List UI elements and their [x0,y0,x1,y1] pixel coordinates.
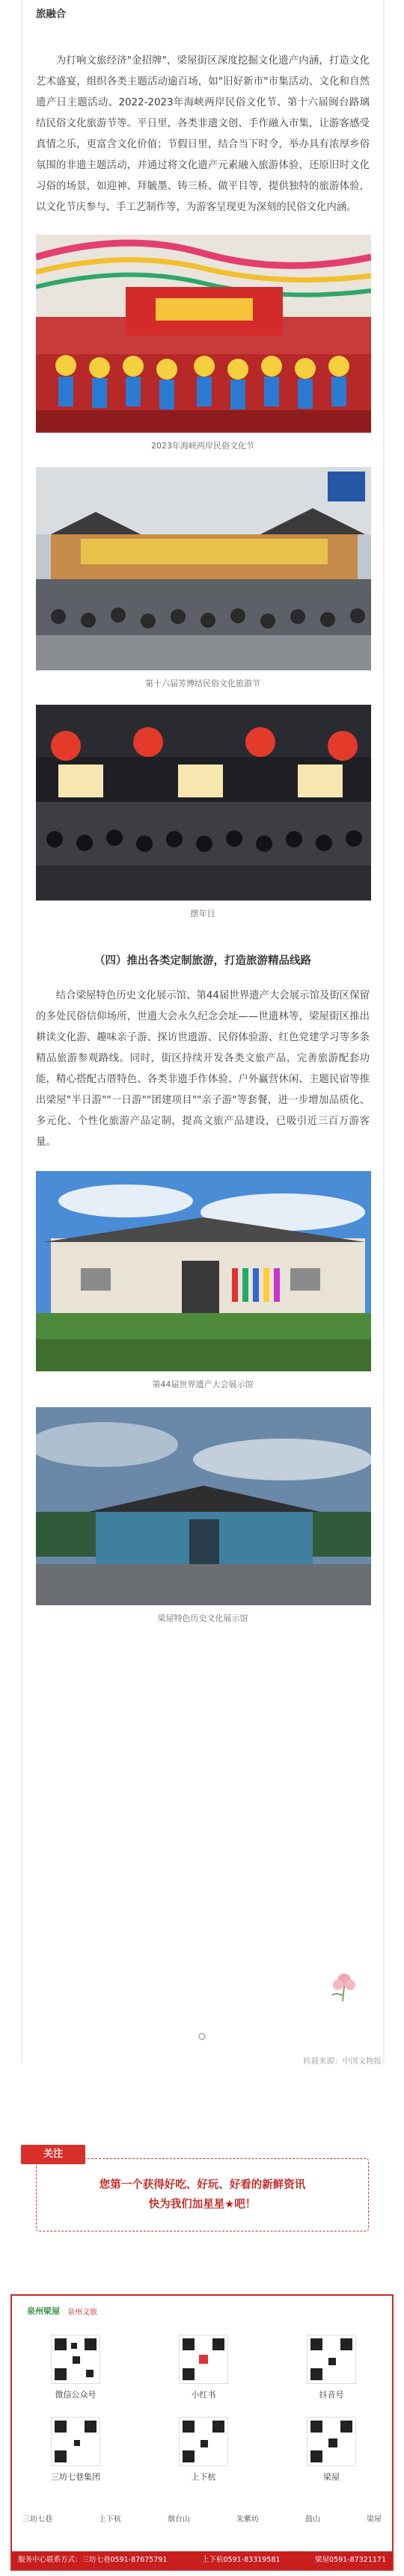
qr-label: 三坊七巷集团 [51,2472,100,2482]
photo-tourism-festival [36,467,371,670]
qr-pattern-icon [307,2418,355,2465]
brand-logo: 烟台山 [168,2515,190,2524]
qr-code-icon [179,2335,228,2384]
footer-contact-c: 梁屋0591-87321171 [315,2556,386,2564]
qr-xiaohongshu[interactable] [155,2335,252,2400]
brand-logo: 朱紫坊 [236,2515,259,2524]
qr-pattern-icon [52,2418,100,2465]
caption-night-event: 摆年目 [190,909,215,918]
brand-row [22,2512,382,2524]
qr-wechat[interactable] [27,2335,124,2400]
qr-code-icon [179,2417,228,2466]
paragraph-activities: 为打响文旅经济"金招牌"，梁屋街区深度挖掘文化遗产内涵，打造文化艺术盛宴，组织各类主题活动逾百场，如"旧好新市"市集活动、文化和自然遗产日主题活动、2022-2023年海峡两岸民俗文化节、第十六届闽台路璃结民俗文化旅游节等。平日里，各类非遗文创、手作融入市集，让游客感受真情之乐，更富含文化价值；节假日里，结合当下时令，举办具有浓厚乡俗氛围的非遗主题活动，并通过将文化遗产元素融入旅游体验，还原旧时文化习俗的场景，如迎神、拜毓墨、铸三桥、做平目等，提供独特的旅游体验，以文化节庆参与、手工艺制作等，为游客呈现更为深刻的民俗文化内涵。 [36,55,370,213]
culture-hall-illustration [36,1407,371,1605]
section-title-custom-tours: （四）推出各类定制旅游，打造旅游精品线路 [94,955,311,967]
footer-contact-a: 服务中心联系方式：三坊七巷0591-87675791 [18,2556,168,2564]
qr-pattern-icon [52,2335,100,2383]
card-footer [12,2551,392,2569]
footer-contact-b: 上下杭0591-83319581 [202,2556,281,2564]
paragraph-tour-routes: 结合梁屋特色历史文化展示馆、第44届世界遗产大会展示馆及街区保留的多处民俗信仰场所，世遗大会永久纪念会址——世遗林等，梁屋街区推出耕读文化游、趣味亲子游、探访世遗游、民俗体验游、红色党建学习等多条精品旅游参观路线。同时，街区持续开发各类文旅产品，完善旅游配套功能，精心搭配古厝特色、各类非遗手作体验、户外赢营休闲、主题民宿等推出梁屋"半日游""一日游""团建项目""亲子游"等套餐，进一步增加品质化、多元化、个性化旅游产品定制，提高文旅产品建设，已吸引近三百万游客量。 [36,990,370,1148]
logo-left: 泉州梁屋 [27,2306,60,2316]
heritage-hall-illustration [36,1171,371,1371]
follow-line-2: 快为我们加星星★吧！ [148,2199,257,2211]
logo-right: 泉州文旅 [67,2308,97,2317]
photo-folk-festival [36,235,371,433]
contact-card [10,2294,394,2571]
qr-label: 梁屋 [323,2472,340,2482]
qr-code-icon [51,2417,100,2466]
qr-code-icon [307,2335,356,2384]
qr-label: 抖音号 [319,2390,344,2400]
card-logos [27,2305,97,2317]
qr-shangxiahang[interactable] [155,2417,252,2483]
qr-pattern-icon [180,2418,227,2465]
qr-label: 上下杭 [191,2472,216,2482]
night-event-illustration [36,705,371,901]
festival-stage-illustration [36,235,371,433]
brand-logo: 上下杭 [99,2515,121,2524]
photo-night-event [36,705,371,901]
photo-history-culture-hall [36,1407,371,1605]
qr-douyin[interactable] [283,2335,380,2400]
qr-label: 微信公众号 [55,2390,97,2400]
brand-logo: 鼓山 [305,2515,320,2524]
follow-tag: 关注 [21,2145,85,2164]
qr-pattern-icon [307,2335,355,2383]
qr-liangcuo[interactable] [283,2417,380,2483]
qr-sanfang[interactable] [27,2417,124,2483]
repost-source: 转载来源：中国文物报 [303,2057,382,2066]
caption-folk-festival: 2023年海峡两岸民俗文化节 [151,441,254,451]
brand-logo: 三坊七巷 [22,2515,52,2524]
article-container [21,0,385,2063]
follow-line-1: 您第一个获得好吃、好玩、好看的新鲜资讯 [99,2179,306,2191]
caption-world-heritage-hall: 第44届世界遗产大会展示馆 [152,1380,254,1389]
flower-decoration-icon [322,1965,367,2003]
tourism-festival-illustration [36,467,371,670]
qr-pattern-icon [180,2335,227,2383]
loading-spinner-icon [198,2033,206,2040]
photo-world-heritage-hall [36,1171,371,1371]
qr-code-icon [307,2417,356,2466]
follow-box [36,2158,369,2231]
caption-tourism-festival: 第十六届芳博结民俗文化旅游节 [145,679,260,688]
qr-label: 小红书 [191,2390,216,2400]
article-body [22,4,383,1655]
brand-logo: 梁屋 [367,2515,382,2524]
qr-code-icon [51,2335,100,2384]
section-lead-word: 旅融合 [36,9,67,20]
caption-history-culture-hall: 梁屋特色历史文化展示馆 [157,1613,248,1623]
